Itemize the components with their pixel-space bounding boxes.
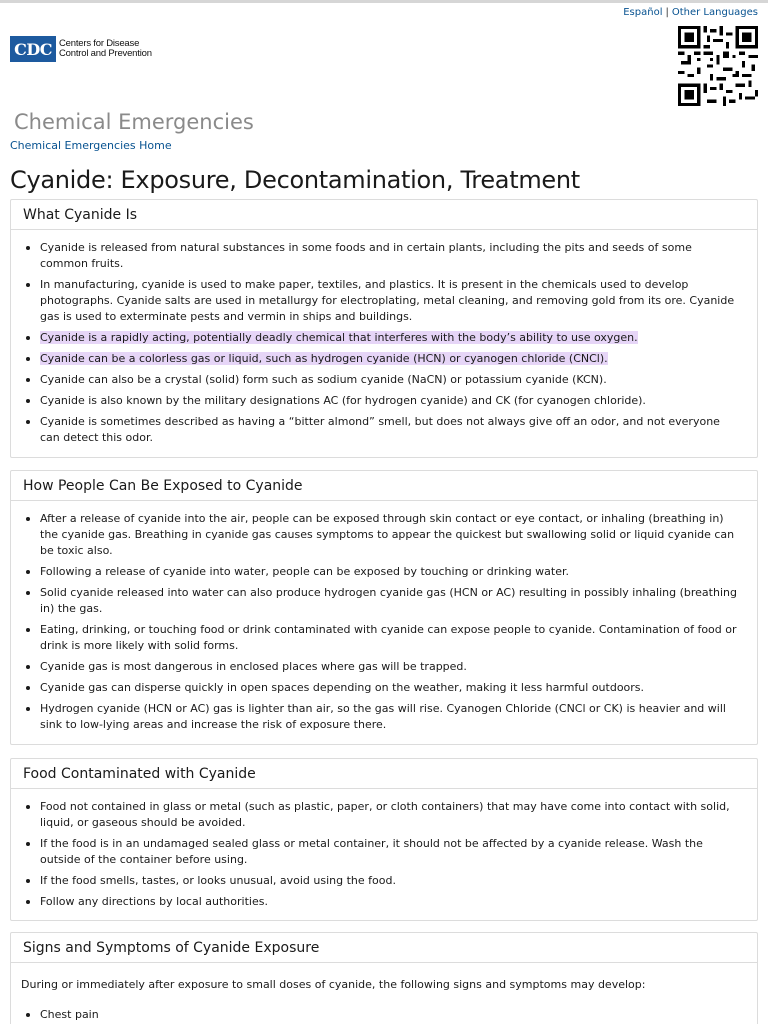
list-item <box>21 351 743 367</box>
cdc-logo[interactable] <box>10 36 152 62</box>
cdc-logo-mark: CDC <box>10 36 56 62</box>
page-title: Cyanide: Exposure, Decontamination, Treatment <box>10 166 580 194</box>
list-item: Cyanide gas can disperse quickly in open spaces depending on the weather, making it less harmful outdoors. <box>21 680 743 696</box>
list-item: Cyanide gas is most dangerous in enclosed places where gas will be trapped. <box>21 659 743 675</box>
language-links <box>623 7 758 18</box>
highlighted-text: Cyanide can be a colorless gas or liquid, such as hydrogen cyanide (HCN) or cyanogen chloride (CNCl). <box>40 352 608 365</box>
espanol-link[interactable]: Español <box>623 7 663 18</box>
other-languages-link[interactable]: Other Languages <box>671 7 758 18</box>
section-intro: During or immediately after exposure to small doses of cyanide, the following signs and symptoms may develop: <box>21 978 646 991</box>
section-heading: How People Can Be Exposed to Cyanide <box>11 471 757 501</box>
list-item: Hydrogen cyanide (HCN or AC) gas is lighter than air, so the gas will rise. Cyanogen Chloride (CNCl or CK) is heavier and will sink to low-lying areas and increase the risk of exposure there. <box>21 701 743 733</box>
list-item: Follow any directions by local authorities. <box>21 894 743 910</box>
list-item: In manufacturing, cyanide is used to make paper, textiles, and plastics. It is present in the chemicals used to develop photographs. Cyanide salts are used in metallurgy for electroplating, metal cleaning, and removing gold from its ore. Cyanide gas is used to exterminate pests and vermin in ships and buildings. <box>21 277 743 325</box>
list-item: If the food is in an undamaged sealed glass or metal container, it should not be affected by a cyanide release. Wash the outside of the container before using. <box>21 836 743 868</box>
list-item: Chest pain <box>21 1007 743 1023</box>
list-item: Cyanide is released from natural substances in some foods and in certain plants, including the pits and seeds of some common fruits. <box>21 240 743 272</box>
top-border <box>0 0 768 3</box>
section-what-cyanide-is <box>10 199 758 458</box>
list-item: Solid cyanide released into water can also produce hydrogen cyanide gas (HCN or AC) resulting in possibly inhaling (breathing in) the gas. <box>21 585 743 617</box>
list-item: Cyanide is also known by the military designations AC (for hydrogen cyanide) and CK (for cyanogen chloride). <box>21 393 743 409</box>
list-item: After a release of cyanide into the air, people can be exposed through skin contact or eye contact, or inhaling (breathing in) the cyanide gas. Breathing in cyanide gas causes symptoms to appear the quickest but swallowing solid or liquid cyanide can be toxic also. <box>21 511 743 559</box>
list-item: Cyanide is sometimes described as having a “bitter almond” smell, but does not always give off an odor, and not everyone can detect this odor. <box>21 414 743 446</box>
list-item: Food not contained in glass or metal (such as plastic, paper, or cloth containers) that may have come into contact with solid, liquid, or gaseous should be avoided. <box>21 799 743 831</box>
site-title: Chemical Emergencies <box>14 110 254 134</box>
section-how-people-exposed <box>10 470 758 745</box>
section-signs-symptoms <box>10 932 758 1024</box>
bullet-list <box>21 240 743 446</box>
org-line-2: Control and Prevention <box>59 48 152 59</box>
list-item: If the food smells, tastes, or looks unusual, avoid using the food. <box>21 873 743 889</box>
qr-code-icon <box>678 26 758 106</box>
bullet-list <box>21 511 743 733</box>
language-separator: | <box>665 7 669 18</box>
cdc-logo-text <box>59 39 152 59</box>
section-heading: Signs and Symptoms of Cyanide Exposure <box>11 933 757 963</box>
chemical-emergencies-home-link[interactable]: Chemical Emergencies Home <box>10 139 172 152</box>
bullet-list <box>21 799 743 910</box>
list-item: Following a release of cyanide into water, people can be exposed by touching or drinking water. <box>21 564 743 580</box>
section-food-contaminated <box>10 758 758 921</box>
org-line-1: Centers for Disease <box>59 38 140 49</box>
section-heading: Food Contaminated with Cyanide <box>11 759 757 789</box>
bullet-list <box>21 1007 743 1023</box>
list-item <box>21 330 743 346</box>
highlighted-text: Cyanide is a rapidly acting, potentially deadly chemical that interferes with the body’s ability to use oxygen. <box>40 331 638 344</box>
list-item: Cyanide can also be a crystal (solid) form such as sodium cyanide (NaCN) or potassium cyanide (KCN). <box>21 372 743 388</box>
list-item: Eating, drinking, or touching food or drink contaminated with cyanide can expose people to cyanide. Contamination of food or drink is more likely with solid forms. <box>21 622 743 654</box>
section-heading: What Cyanide Is <box>11 200 757 230</box>
